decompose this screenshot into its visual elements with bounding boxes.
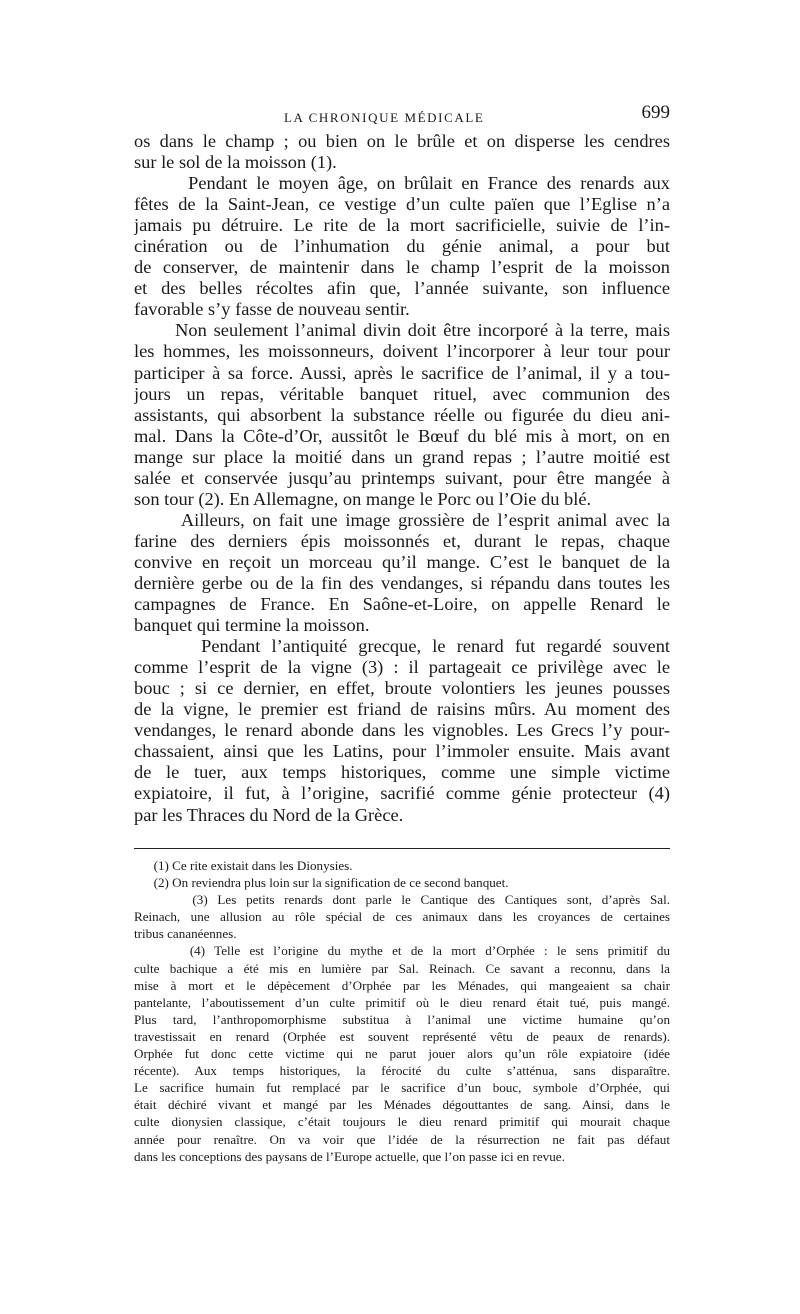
text-line: vendanges, le renard abonde dans les vignobles. Les Grecs l’y pour- (134, 720, 670, 741)
footnote-line: (2) On reviendra plus loin sur la signification de ce second banquet. (134, 875, 509, 891)
footnote-line: dans les conceptions des paysans de l’Europe actuelle, que l’on passe ici en revue. (134, 1148, 565, 1164)
footnote-separator (134, 848, 670, 849)
footnotes (134, 857, 670, 1165)
footnote-line: Le sacrifice humain fut remplacé par le sacrifice d’un bouc, symbole d’Orphée, qui (134, 1080, 670, 1096)
text-line: Ailleurs, on fait une image grossière de l’esprit animal avec la (134, 509, 670, 530)
footnote-line: (3) Les petits renards dont parle le Cantique des Cantiques sont, d’après Sal. (134, 892, 670, 908)
text-line: salée et conservée jusqu’au printemps suivant, pour être mangée à (134, 467, 670, 488)
footnote-line: récente). Aux temps historiques, la férocité du culte s’atténua, sans disparaître. (134, 1063, 670, 1079)
text-line: jamais pu détruire. Le rite de la mort sacrificielle, suivie de l’in- (134, 215, 670, 236)
text-line: os dans le champ ; ou bien on le brûle et on disperse les cendres (134, 131, 670, 151)
text-line: expiatoire, il fut, à l’origine, sacrifié comme génie protecteur (4) (134, 783, 670, 804)
text-line: sur le sol de la moisson (1). (134, 152, 337, 173)
text-line: participer à sa force. Aussi, après le sacrifice de l’animal, il y a tou- (134, 362, 670, 383)
footnote-line: culte dionysien classique, c’était toujours le dieu renard primitif qui mourait chaque (134, 1114, 670, 1130)
footnote-line: mise à mort et le dépècement d’Orphée par les Ménades, qui mangeaient sa chair (134, 977, 670, 993)
text-line: farine des derniers épis moissonnés et, durant le repas, chaque (134, 530, 670, 551)
footnote-line: année pour renaître. On va voir que l’idée de la résurrection ne fait pas défaut (134, 1131, 670, 1147)
text-line: banquet qui termine la moisson. (134, 615, 370, 636)
body-text (134, 131, 670, 826)
text-line: et des belles récoltes afin que, l’année suivante, son influence (134, 278, 670, 299)
footnote-line: (4) Telle est l’origine du mythe et de la mort d’Orphée : le sens primitif du (134, 943, 670, 959)
footnote-line: travestissait en renard (Orphée est souvent représenté vêtu de peaux de renards). (134, 1028, 670, 1044)
text-line: dernière gerbe ou de la fin des vendanges, si répandu dans toutes les (134, 572, 670, 593)
text-line: cinération ou de l’inhumation du génie animal, a pour but (134, 236, 670, 257)
footnote-line: Plus tard, l’anthropomorphisme substitua à l’animal une victime humaine qu’on (134, 1011, 670, 1027)
page-header (134, 100, 670, 130)
running-head: LA CHRONIQUE MÉDICALE (284, 110, 485, 125)
footnote-line: culte bachique a été mis en lumière par Sal. Reinach. Ce savant a reconnu, dans la (134, 960, 670, 976)
text-line: jours un repas, véritable banquet rituel, avec communion des (134, 383, 670, 404)
text-line: de le tuer, aux temps historiques, comme une simple victime (134, 762, 670, 783)
page-number: 699 (641, 102, 670, 123)
footnote-line: était déchiré vivant et mangé par les Ménades dégouttantes de sang. Ainsi, dans le (134, 1097, 670, 1113)
footnote-line: (1) Ce rite existait dans les Dionysies. (134, 858, 353, 873)
text-line: comme l’esprit de la vigne (3) : il partageait ce privilège avec le (134, 657, 670, 678)
text-line: mange sur place la moitié dans un grand repas ; l’autre moitié est (134, 446, 670, 467)
text-line: de la vigne, le premier est friand de raisins mûrs. Au moment des (134, 699, 670, 720)
text-line: Pendant l’antiquité grecque, le renard fut regardé souvent (134, 636, 670, 657)
text-line: convive en reçoit un morceau qu’il mange. C’est le banquet de la (134, 551, 670, 572)
text-line: assistants, qui absorbent la substance réelle ou figurée du dieu ani- (134, 404, 670, 425)
text-line: les hommes, les moissonneurs, doivent l’incorporer à leur tour pour (134, 341, 670, 362)
text-line: son tour (2). En Allemagne, on mange le Porc ou l’Oie du blé. (134, 488, 592, 509)
footnote-line: Reinach, une allusion au rôle spécial de ces animaux dans les croyances de certaines (134, 909, 670, 925)
text-line: mal. Dans la Côte-d’Or, aussitôt le Bœuf du blé mis à mort, on en (134, 425, 670, 446)
text-line: par les Thraces du Nord de la Grèce. (134, 804, 404, 825)
text-line: bouc ; si ce dernier, en effet, broute volontiers les jeunes pousses (134, 678, 670, 699)
text-line: campagnes de France. En Saône-et-Loire, on appelle Renard le (134, 594, 670, 615)
text-line: chassaient, ainsi que les Latins, pour l’immoler ensuite. Mais avant (134, 741, 670, 762)
footnote-line: Orphée fut donc cette victime qui ne parut jouer alors qu’un rôle expiatoire (idée (134, 1046, 670, 1062)
text-line: fêtes de la Saint-Jean, ce vestige d’un culte païen que l’Eglise n’a (134, 194, 670, 215)
text-line: favorable s’y fasse de nouveau sentir. (134, 299, 410, 320)
text-line: de conserver, de maintenir dans le champ l’esprit de la moisson (134, 257, 670, 278)
footnote-line: tribus cananéennes. (134, 926, 237, 942)
text-line: Non seulement l’animal divin doit être incorporé à la terre, mais (134, 320, 670, 341)
footnote-line: pantelante, l’aboutissement d’un culte primitif où le dieu renard était tué, puis mangé. (134, 994, 670, 1010)
text-line: Pendant le moyen âge, on brûlait en France des renards aux (134, 173, 670, 194)
